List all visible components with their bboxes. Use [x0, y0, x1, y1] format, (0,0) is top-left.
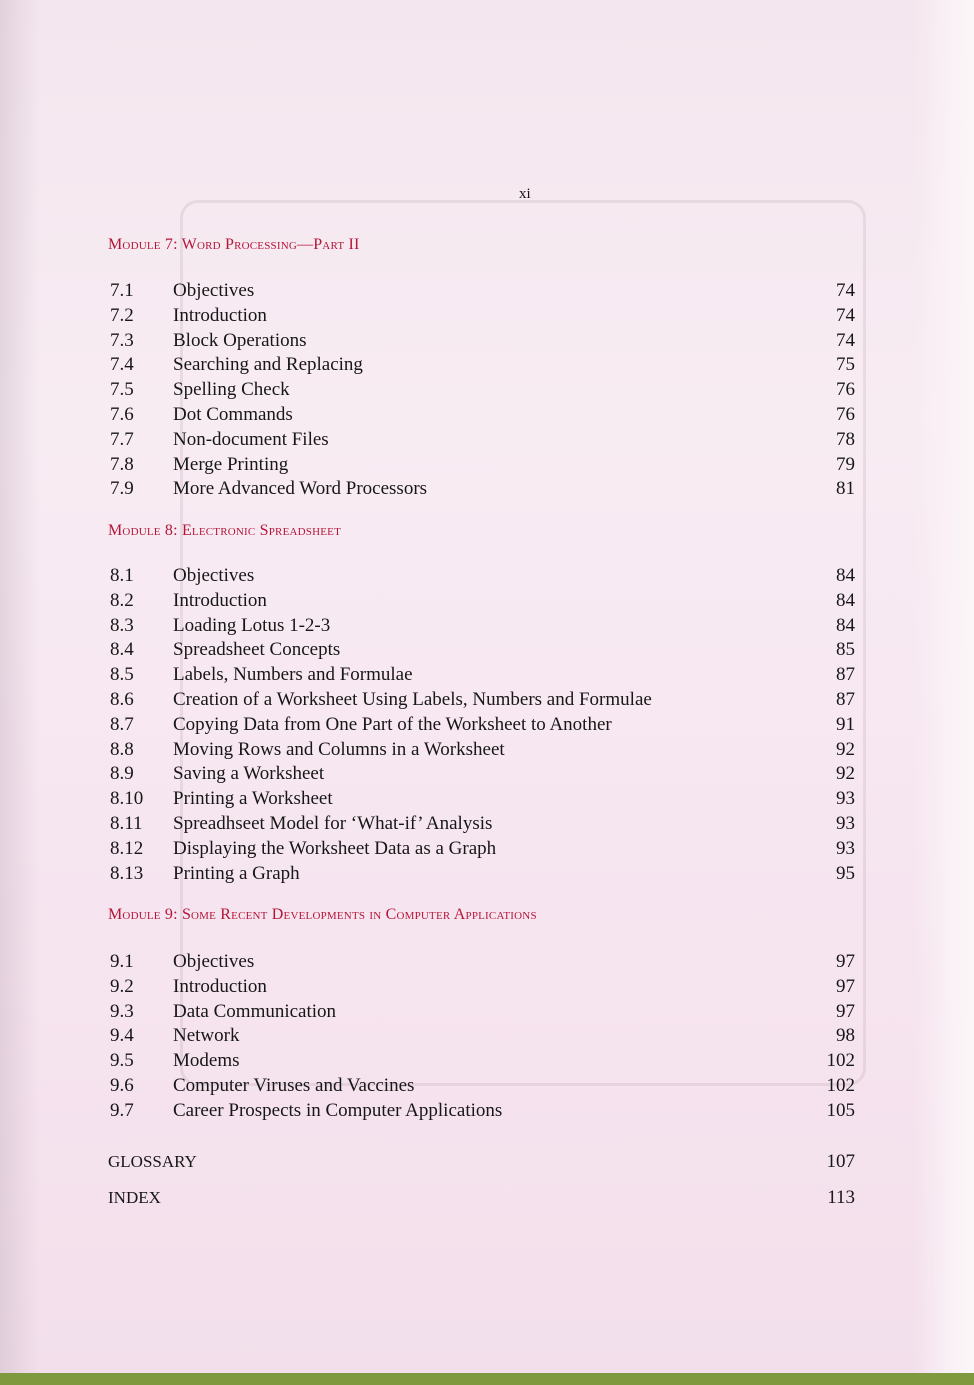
- section-page: 92: [836, 738, 855, 760]
- glossary-label: GLOSSARY: [108, 1152, 197, 1171]
- section-title: Printing a Graph: [173, 862, 300, 884]
- glossary-page: 107: [826, 1151, 855, 1172]
- section-page: 97: [836, 1000, 855, 1022]
- section-number: 7.8: [110, 453, 134, 475]
- section-title: Network: [173, 1025, 240, 1047]
- section-title: Objectives: [173, 565, 255, 586]
- section-page: 87: [836, 688, 855, 710]
- section-title: Printing a Worksheet: [173, 788, 333, 810]
- toc-entry: [0, 713, 974, 738]
- section-page: 102: [826, 1050, 855, 1072]
- toc-entry: [0, 1074, 974, 1099]
- section-page: 91: [836, 713, 855, 735]
- section-number: 9.2: [110, 975, 134, 997]
- module-8-heading: Module 8: Electronic Spreadsheet: [108, 522, 342, 539]
- section-page: 85: [836, 639, 855, 661]
- section-page: 98: [836, 1025, 855, 1047]
- section-title: Labels, Numbers and Formulae: [173, 664, 413, 686]
- toc-entry: [0, 1049, 974, 1074]
- section-page: 97: [836, 975, 855, 997]
- section-number: 7.6: [110, 403, 134, 425]
- toc-entry: [0, 353, 974, 378]
- section-title: Data Communication: [173, 1000, 337, 1022]
- section-number: 9.7: [110, 1099, 134, 1121]
- section-title: Copying Data from One Part of the Worksheet to Another: [173, 713, 612, 735]
- section-number: 9.4: [110, 1025, 134, 1047]
- section-title: Introduction: [173, 589, 267, 611]
- section-title: Modems: [173, 1050, 240, 1072]
- toc-entry: [0, 329, 974, 354]
- section-number: 8.8: [110, 738, 134, 760]
- section-page: 78: [836, 428, 855, 450]
- section-title: Objectives: [173, 951, 255, 972]
- section-number: 8.5: [110, 664, 134, 686]
- section-title: Loading Lotus 1-2-3: [173, 614, 331, 636]
- toc-entry: [0, 378, 974, 403]
- toc-entry: [0, 453, 974, 478]
- section-page: 105: [826, 1099, 855, 1121]
- section-title: Merge Printing: [173, 453, 289, 475]
- section-title: Dot Commands: [173, 403, 293, 425]
- module-9-heading: Module 9: Some Recent Developments in Computer Applications: [108, 906, 537, 923]
- section-page: 92: [836, 763, 855, 785]
- toc-entry: [0, 1000, 974, 1025]
- section-number: 8.6: [110, 688, 134, 710]
- section-title: Creation of a Worksheet Using Labels, Numbers and Formulae: [173, 688, 652, 710]
- toc-entry: [0, 403, 974, 428]
- section-number: 8.2: [110, 589, 134, 611]
- toc-entry: [0, 787, 974, 812]
- toc-entry: [0, 279, 974, 304]
- module-7-heading: Module 7: Word Processing—Part II: [108, 236, 360, 253]
- toc-entry: [0, 837, 974, 862]
- section-number: 8.12: [110, 837, 144, 859]
- section-title: Introduction: [173, 304, 267, 326]
- toc-entry: [0, 589, 974, 614]
- glossary-entry: [0, 1150, 974, 1174]
- section-number: 9.3: [110, 1000, 134, 1022]
- section-page: 84: [836, 565, 855, 586]
- toc-entry: [0, 975, 974, 1000]
- section-page: 74: [836, 280, 855, 301]
- section-title: Introduction: [173, 975, 267, 997]
- toc-entry: [0, 304, 974, 329]
- toc-entry: [0, 1024, 974, 1049]
- section-page: 93: [836, 788, 855, 810]
- section-title: Objectives: [173, 280, 255, 301]
- toc-entry: [0, 477, 974, 502]
- toc-entry: [0, 950, 974, 975]
- index-entry: [0, 1186, 974, 1210]
- section-title: Spreadsheet Concepts: [173, 639, 341, 661]
- toc-entry: [0, 614, 974, 639]
- section-number: 8.7: [110, 713, 134, 735]
- section-page: 75: [836, 354, 855, 376]
- section-page: 102: [826, 1074, 855, 1096]
- index-label: INDEX: [108, 1188, 161, 1207]
- scan-bottom-edge: [0, 1373, 974, 1385]
- section-number: 7.3: [110, 329, 134, 351]
- section-number: 7.4: [110, 354, 134, 376]
- section-title: Searching and Replacing: [173, 354, 363, 376]
- toc-entry: [0, 738, 974, 763]
- section-page: 84: [836, 589, 855, 611]
- section-title: Block Operations: [173, 329, 307, 351]
- section-title: Saving a Worksheet: [173, 763, 325, 785]
- section-page: 76: [836, 403, 855, 425]
- section-number: 7.2: [110, 304, 134, 326]
- section-title: Career Prospects in Computer Applications: [173, 1099, 503, 1121]
- section-title: Spreadhseet Model for ‘What-if’ Analysis: [173, 812, 493, 834]
- section-number: 9.5: [110, 1050, 134, 1072]
- section-number: 8.10: [110, 788, 144, 810]
- toc-entry: [0, 638, 974, 663]
- section-page: 76: [836, 379, 855, 401]
- toc-entry: [0, 688, 974, 713]
- section-title: Moving Rows and Columns in a Worksheet: [173, 738, 505, 760]
- section-number: 7.1: [110, 280, 134, 301]
- section-number: 8.1: [110, 565, 134, 586]
- section-page: 79: [836, 453, 855, 475]
- section-page: 74: [836, 304, 855, 326]
- toc-entry: [0, 812, 974, 837]
- toc-entry: [0, 862, 974, 887]
- toc-entry: [0, 762, 974, 787]
- section-number: 9.1: [110, 951, 134, 972]
- toc-entry: [0, 564, 974, 589]
- section-number: 8.9: [110, 763, 134, 785]
- section-title: Displaying the Worksheet Data as a Graph: [173, 837, 497, 859]
- section-number: 7.7: [110, 428, 134, 450]
- section-page: 74: [836, 329, 855, 351]
- section-number: 7.5: [110, 379, 134, 401]
- section-page: 93: [836, 812, 855, 834]
- index-page: 113: [827, 1187, 855, 1208]
- section-page: 95: [836, 862, 855, 884]
- module-7-entries: [0, 279, 974, 502]
- section-title: Non-document Files: [173, 428, 329, 450]
- section-number: 8.3: [110, 614, 134, 636]
- section-title: Spelling Check: [173, 379, 290, 401]
- section-title: More Advanced Word Processors: [173, 478, 428, 500]
- section-page: 97: [836, 951, 855, 972]
- toc-entry: [0, 663, 974, 688]
- section-page: 81: [836, 478, 855, 500]
- section-page: 84: [836, 614, 855, 636]
- toc-entry: [0, 428, 974, 453]
- section-number: 7.9: [110, 478, 134, 500]
- module-8-entries: [0, 564, 974, 886]
- section-number: 8.13: [110, 862, 144, 884]
- section-page: 93: [836, 837, 855, 859]
- page-number: xi: [519, 186, 531, 202]
- toc-entry: [0, 1099, 974, 1124]
- section-page: 87: [836, 664, 855, 686]
- section-title: Computer Viruses and Vaccines: [173, 1074, 415, 1096]
- section-number: 8.11: [110, 812, 143, 834]
- module-9-entries: [0, 950, 974, 1124]
- section-number: 8.4: [110, 639, 134, 661]
- section-number: 9.6: [110, 1074, 134, 1096]
